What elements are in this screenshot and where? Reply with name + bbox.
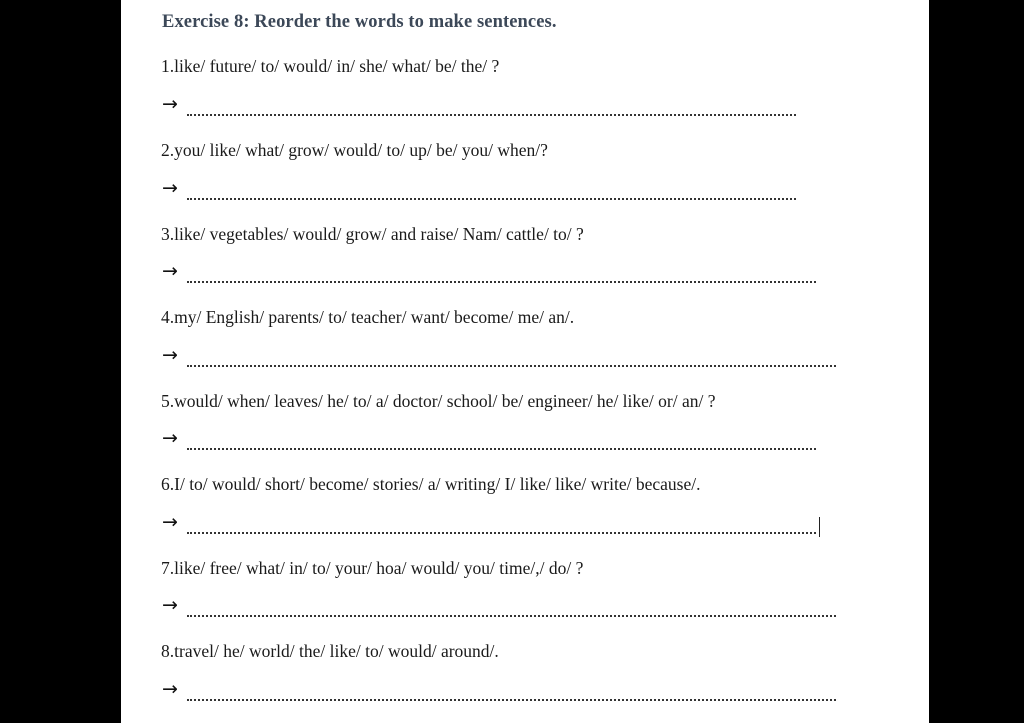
answer-line-3[interactable] [187,281,816,283]
answer-line-4[interactable] [187,365,836,367]
worksheet-page [121,0,929,723]
right-arrow-icon: → [162,177,178,199]
answer-line-2[interactable] [187,198,796,200]
exercise-title: Exercise 8: Reorder the words to make sentences. [162,12,557,32]
right-arrow-icon: → [162,427,178,449]
answer-line-1[interactable] [187,114,796,116]
question-3-prompt: 3.like/ vegetables/ would/ grow/ and raise/ Nam/ cattle/ to/ ? [161,224,584,244]
question-8-prompt: 8.travel/ he/ world/ the/ like/ to/ would/ around/. [161,641,499,661]
question-2-prompt: 2.you/ like/ what/ grow/ would/ to/ up/ be/ you/ when/? [161,140,548,160]
right-arrow-icon: → [162,344,178,366]
answer-line-7[interactable] [187,615,836,617]
answer-line-6[interactable] [187,532,816,534]
question-7-prompt: 7.like/ free/ what/ in/ to/ your/ hoa/ would/ you/ time/,/ do/ ? [161,558,584,578]
answer-line-8[interactable] [187,699,836,701]
right-arrow-icon: → [162,260,178,282]
right-arrow-icon: → [162,678,178,700]
question-1-prompt: 1.like/ future/ to/ would/ in/ she/ what/ be/ the/ ? [161,56,500,76]
right-arrow-icon: → [162,93,178,115]
right-arrow-icon: → [162,511,178,533]
question-6-prompt: 6.I/ to/ would/ short/ become/ stories/ a/ writing/ I/ like/ like/ write/ because/. [161,474,701,494]
question-5-prompt: 5.would/ when/ leaves/ he/ to/ a/ doctor/ school/ be/ engineer/ he/ like/ or/ an/ ? [161,391,716,411]
right-arrow-icon: → [162,594,178,616]
answer-line-5[interactable] [187,448,816,450]
question-4-prompt: 4.my/ English/ parents/ to/ teacher/ want/ become/ me/ an/. [161,307,575,327]
text-cursor [819,517,820,537]
